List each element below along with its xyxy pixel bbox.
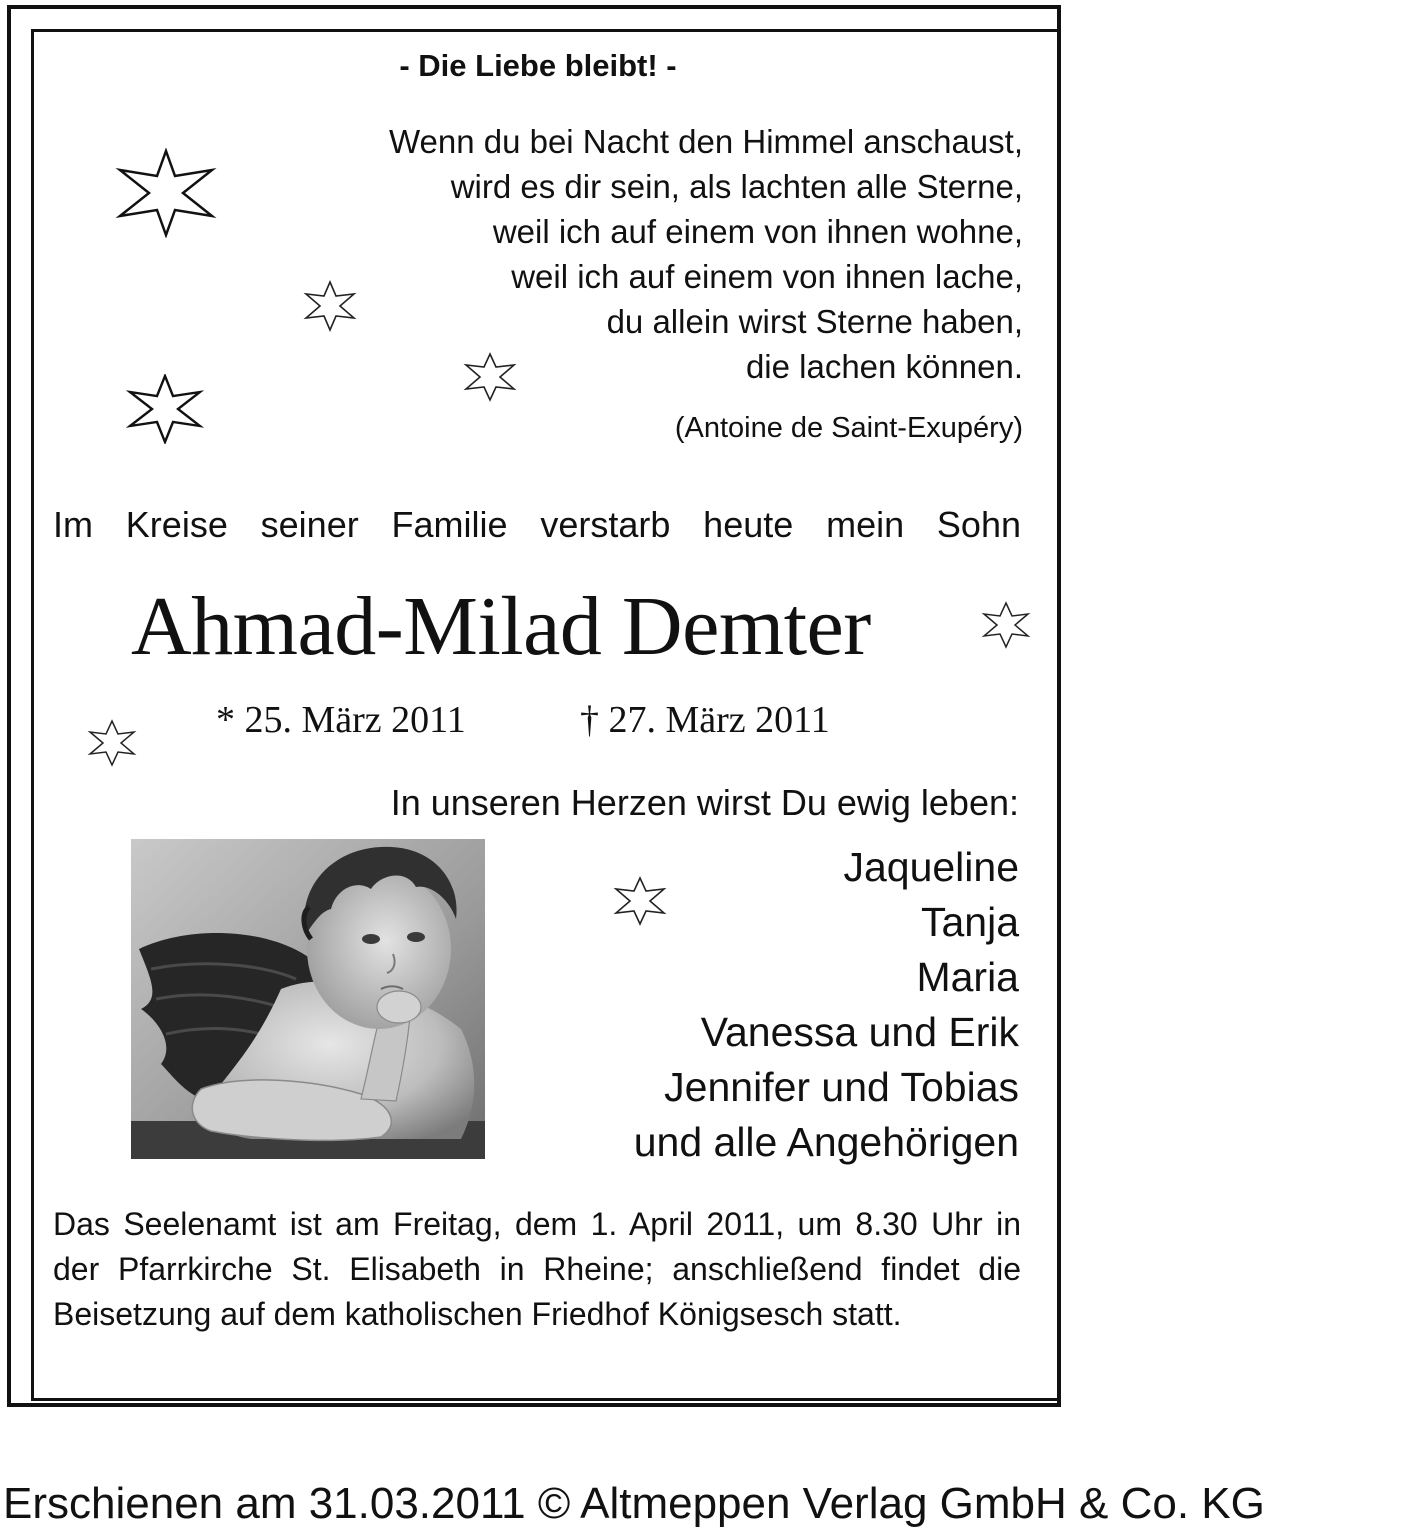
poem-block: [389, 119, 1023, 389]
poem-line: Wenn du bei Nacht den Himmel anschaust,: [388, 123, 1023, 160]
small-star-icon: [86, 718, 138, 768]
poem-line: die lachen können.: [745, 348, 1023, 385]
mourners-list: [634, 840, 1019, 1170]
death-date: † 27. März 2011: [580, 699, 830, 741]
birth-date: * 25. März 2011: [216, 699, 466, 741]
announcement-intro: Im Kreise seiner Familie verstarb heute mein Sohn: [53, 504, 1021, 545]
life-dates: [216, 695, 830, 745]
deceased-name: Ahmad-Milad Demter: [131, 580, 871, 673]
mourning-heading: In unseren Herzen wirst Du ewig leben:: [390, 782, 1019, 823]
mourner-name: und alle Angehörigen: [633, 1119, 1019, 1165]
mourner-name: Jennifer und Tobias: [664, 1064, 1019, 1110]
small-star-icon: [980, 600, 1032, 650]
mourner-name: Vanessa und Erik: [700, 1009, 1019, 1055]
small-star-icon: [302, 280, 358, 332]
mourner-name: Tanja: [920, 899, 1019, 945]
mourner-name: Maria: [916, 954, 1019, 1000]
cherub-photo: [131, 839, 485, 1159]
publication-footer: Erschienen am 31.03.2011 © Altmeppen Verlag GmbH & Co. KG: [3, 1479, 1265, 1528]
poem-line: wird es dir sein, als lachten alle Sterne,: [450, 168, 1023, 205]
poem-line: weil ich auf einem von ihnen lache,: [511, 258, 1023, 295]
poem-line: weil ich auf einem von ihnen wohne,: [492, 213, 1023, 250]
large-star-icon: [112, 148, 220, 238]
motto-heading: - Die Liebe bleibt! -: [399, 48, 677, 83]
large-star-icon: [126, 374, 204, 444]
poem-line: du allein wirst Sterne haben,: [606, 303, 1023, 340]
mourner-name: Jaqueline: [843, 844, 1019, 890]
poem-author: (Antoine de Saint-Exupéry): [674, 412, 1023, 444]
funeral-notice: Das Seelenamt ist am Freitag, dem 1. April 2011, um 8.30 Uhr in der Pfarrkirche St. Elisabeth in Rheine; anschließend findet die Beisetzung auf dem katholischen Friedhof Königsesch statt.: [53, 1206, 1021, 1332]
